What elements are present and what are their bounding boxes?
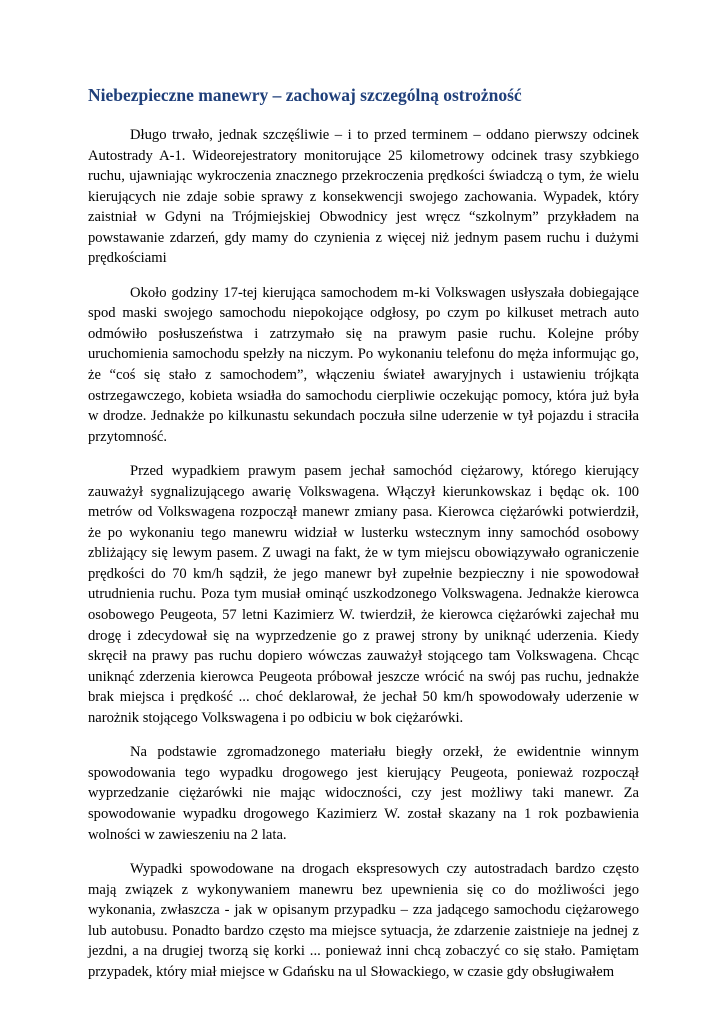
paragraph-5: Wypadki spowodowane na drogach ekspresowych czy autostradach bardzo często mają związek z wykonywaniem manewru bez upewnienia się co do możliwości jego wykonania, zwłaszcza - jak w opisanym przypadku – zza jadącego samochodu ciężarowego lub autobusu. Ponadto bardzo często ma miejsce sytuacja, że zdarzenie zaistnieje na jednej z jezdni, a na drugiej tworzą się korki ... ponieważ inni chcą zobaczyć co się stało. Pamiętam przypadek, który miał miejsce w Gdańsku na ul Słowackiego, w czasie gdy obsługiwałem	[88, 861, 639, 980]
paragraph-4: Na podstawie zgromadzonego materiału biegły orzekł, że ewidentnie winnym spowodowania tego wypadku drogowego jest kierujący Peugeota, ponieważ rozpoczął wyprzedzanie ciężarówki nie mając widoczności, czy jest możliwy taki manewr. Za spowodowanie wypadku drogowego Kazimierz W. został skazany na 1 rok pozbawienia wolności w zawieszeniu na 2 lata.	[88, 744, 639, 843]
paragraph-2: Około godziny 17-tej kierująca samochodem m-ki Volkswagen usłyszała dobiegające spod maski swojego samochodu niepokojące odgłosy, po czym po kilkuset metrach auto odmówiło posłuszeństwa i zatrzymało się na prawym pasie ruchu. Kolejne próby uruchomienia samochodu spełzły na niczym. Po wykonaniu telefonu do męża informując go, że “coś się stało z samochodem”, włączeniu świateł awaryjnych i ustawieniu trójkąta ostrzegawczego, kobieta wsiadła do samochodu cierpliwie oczekując pomocy, która już była w drodze. Jednakże po kilkunastu sekundach poczuła silne uderzenie w tył pojazdu i straciła przytomność.	[88, 284, 639, 445]
article-title: Niebezpieczne manewry – zachowaj szczególną ostrożność	[88, 85, 522, 105]
paragraph-1: Długo trwało, jednak szczęśliwie – i to przed terminem – oddano pierwszy odcinek Autostrady A-1. Wideorejestratory monitorujące 25 kilometrowy odcinek trasy szybkiego ruchu, ujawniając wykroczenia znacznego przekroczenia prędkości świadczą o tym, że wielu kierujących nie zdaje sobie sprawy z konsekwencji swojego zachowania. Wypadek, który zaistniał w Gdyni na Trójmiejskiej Obwodnicy jest wręcz “szkolnym” przykładem na powstawanie zdarzeń, gdy mamy do czynienia z więcej niż jednym pasem ruchu i dużymi prędkościami	[88, 127, 639, 267]
paragraph-3: Przed wypadkiem prawym pasem jechał samochód ciężarowy, którego kierujący zauważył sygnalizującego awarię Volkswagena. Włączył kierunkowskaz i będąc ok. 100 metrów od Volkswagena rozpoczął manewr zmiany pasa. Kierowca ciężarówki potwierdził, że po wykonaniu tego manewru widział w lusterku wstecznym inny samochód osobowy zbliżający się lewym pasem. Z uwagi na fakt, że w tym miejscu obowiązywało ograniczenie prędkości do 70 km/h sądził, że jego manewr był zupełnie bezpieczny i nie spowodował utrudnienia ruchu. Poza tym musiał ominąć uszkodzonego Volkswagena. Jednakże kierowca osobowego Peugeota, 57 letni Kazimierz W. twierdził, że kierowca ciężarówki zajechał mu drogę i zdecydował się na wyprzedzenie go z prawej strony by uniknąć uderzenia. Kiedy skręcił na prawy pas ruchu dopiero wówczas zauważył stojącego tam Volkswagena. Chcąc uniknąć zderzenia kierowca Peugeota próbował jeszcze wrócić na swój pas ruchu, jednakże brak miejsca i prędkość ... choć deklarował, że jechał 50 km/h spowodowały uderzenie w narożnik stojącego Volkswagena i po odbiciu w bok ciężarówki.	[88, 463, 639, 726]
